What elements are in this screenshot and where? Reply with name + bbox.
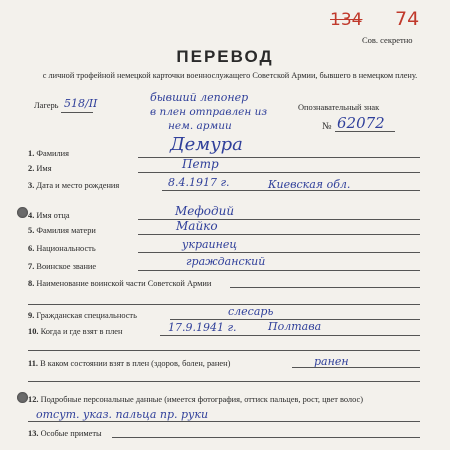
page-subtitle: с личной трофейной немецкой карточки военнослужащего Советской Армии, бывшего в немецком плену. [42,71,418,80]
id-value: 62072 [337,114,385,132]
field-nationality-value: украинец [182,238,238,251]
field-name-value: Петр [182,157,219,171]
page-title: ПЕРЕВОД [176,47,274,66]
field-rule-13 [112,437,420,438]
field-father-value: Мефодий [175,204,235,218]
field-row-2: 2. Имя [28,164,52,173]
field-capture-date-value: 17.9.1941 г. [168,321,237,334]
id-label: Опознавательный знак [298,103,380,112]
field-rule-2 [138,172,420,173]
field-mother-value: Майко [176,219,218,233]
camp-label: Лагерь [34,101,59,110]
field-rule-5 [138,234,420,235]
field-row-12: 12. Подробные персональные данные (имеется фотография, оттиск пальцев, рост, цвет волос) [28,395,363,404]
corner-number: 74 [395,8,420,30]
id-prefix: № [322,121,332,132]
camp-note-line1: бывший лепонер [150,91,249,104]
field-rule-8b [28,304,420,305]
field-birthdate-value: 8.4.1917 г. [168,176,230,189]
field-rule-6 [138,252,420,253]
field-surname-value: Демура [170,134,243,155]
field-capture-place-value: Полтава [268,320,322,333]
field-row-8: 8. Наименование воинской части Советской Армии [28,279,212,288]
field-row-11: 11. В каком состоянии взят в плен (здоров, болен, ранен) [28,359,231,368]
field-profession-value: слесарь [228,305,274,318]
field-row-10: 10. Когда и где взят в плен [28,327,123,336]
secrecy-mark: Сов. секретно [362,35,413,45]
field-rule-11b [28,381,420,382]
field-row-13: 13. Особые приметы [28,429,102,438]
camp-rule [61,112,93,113]
id-rule [335,131,395,132]
field-rule-7 [138,270,420,271]
field-rule-10b [28,350,420,351]
field-rule-10 [160,335,420,336]
camp-note-line2: в плен отправлен из [150,106,268,118]
camp-value: 518/II [64,97,98,110]
field-rule-12 [28,421,420,422]
field-row-3: 3. Дата и место рождения [28,181,120,190]
field-row-9: 9. Гражданская специальность [28,311,137,320]
field-rank-value: гражданский [186,255,266,268]
field-personal-data-value: отсут. указ. пальца пр. руки [36,408,209,421]
field-rule-1 [138,157,420,158]
field-row-4: 4. Имя отца [28,211,70,220]
field-row-5: 5. Фамилия матери [28,226,96,235]
punch-hole-top [17,207,28,218]
field-row-7: 7. Воинское звание [28,262,97,271]
field-condition-value: ранен [314,355,349,368]
field-row-6: 6. Национальность [28,244,96,253]
field-row-1: 1. Фамилия [28,149,70,158]
field-rule-11 [292,367,420,368]
corner-number-crossed: 134 [330,10,363,30]
field-rule-3 [162,190,420,191]
field-birthplace-value: Киевская обл. [268,178,351,191]
punch-hole-bottom [17,392,28,403]
field-rule-8 [230,287,420,288]
camp-note-line3: нем. армии [168,120,232,132]
